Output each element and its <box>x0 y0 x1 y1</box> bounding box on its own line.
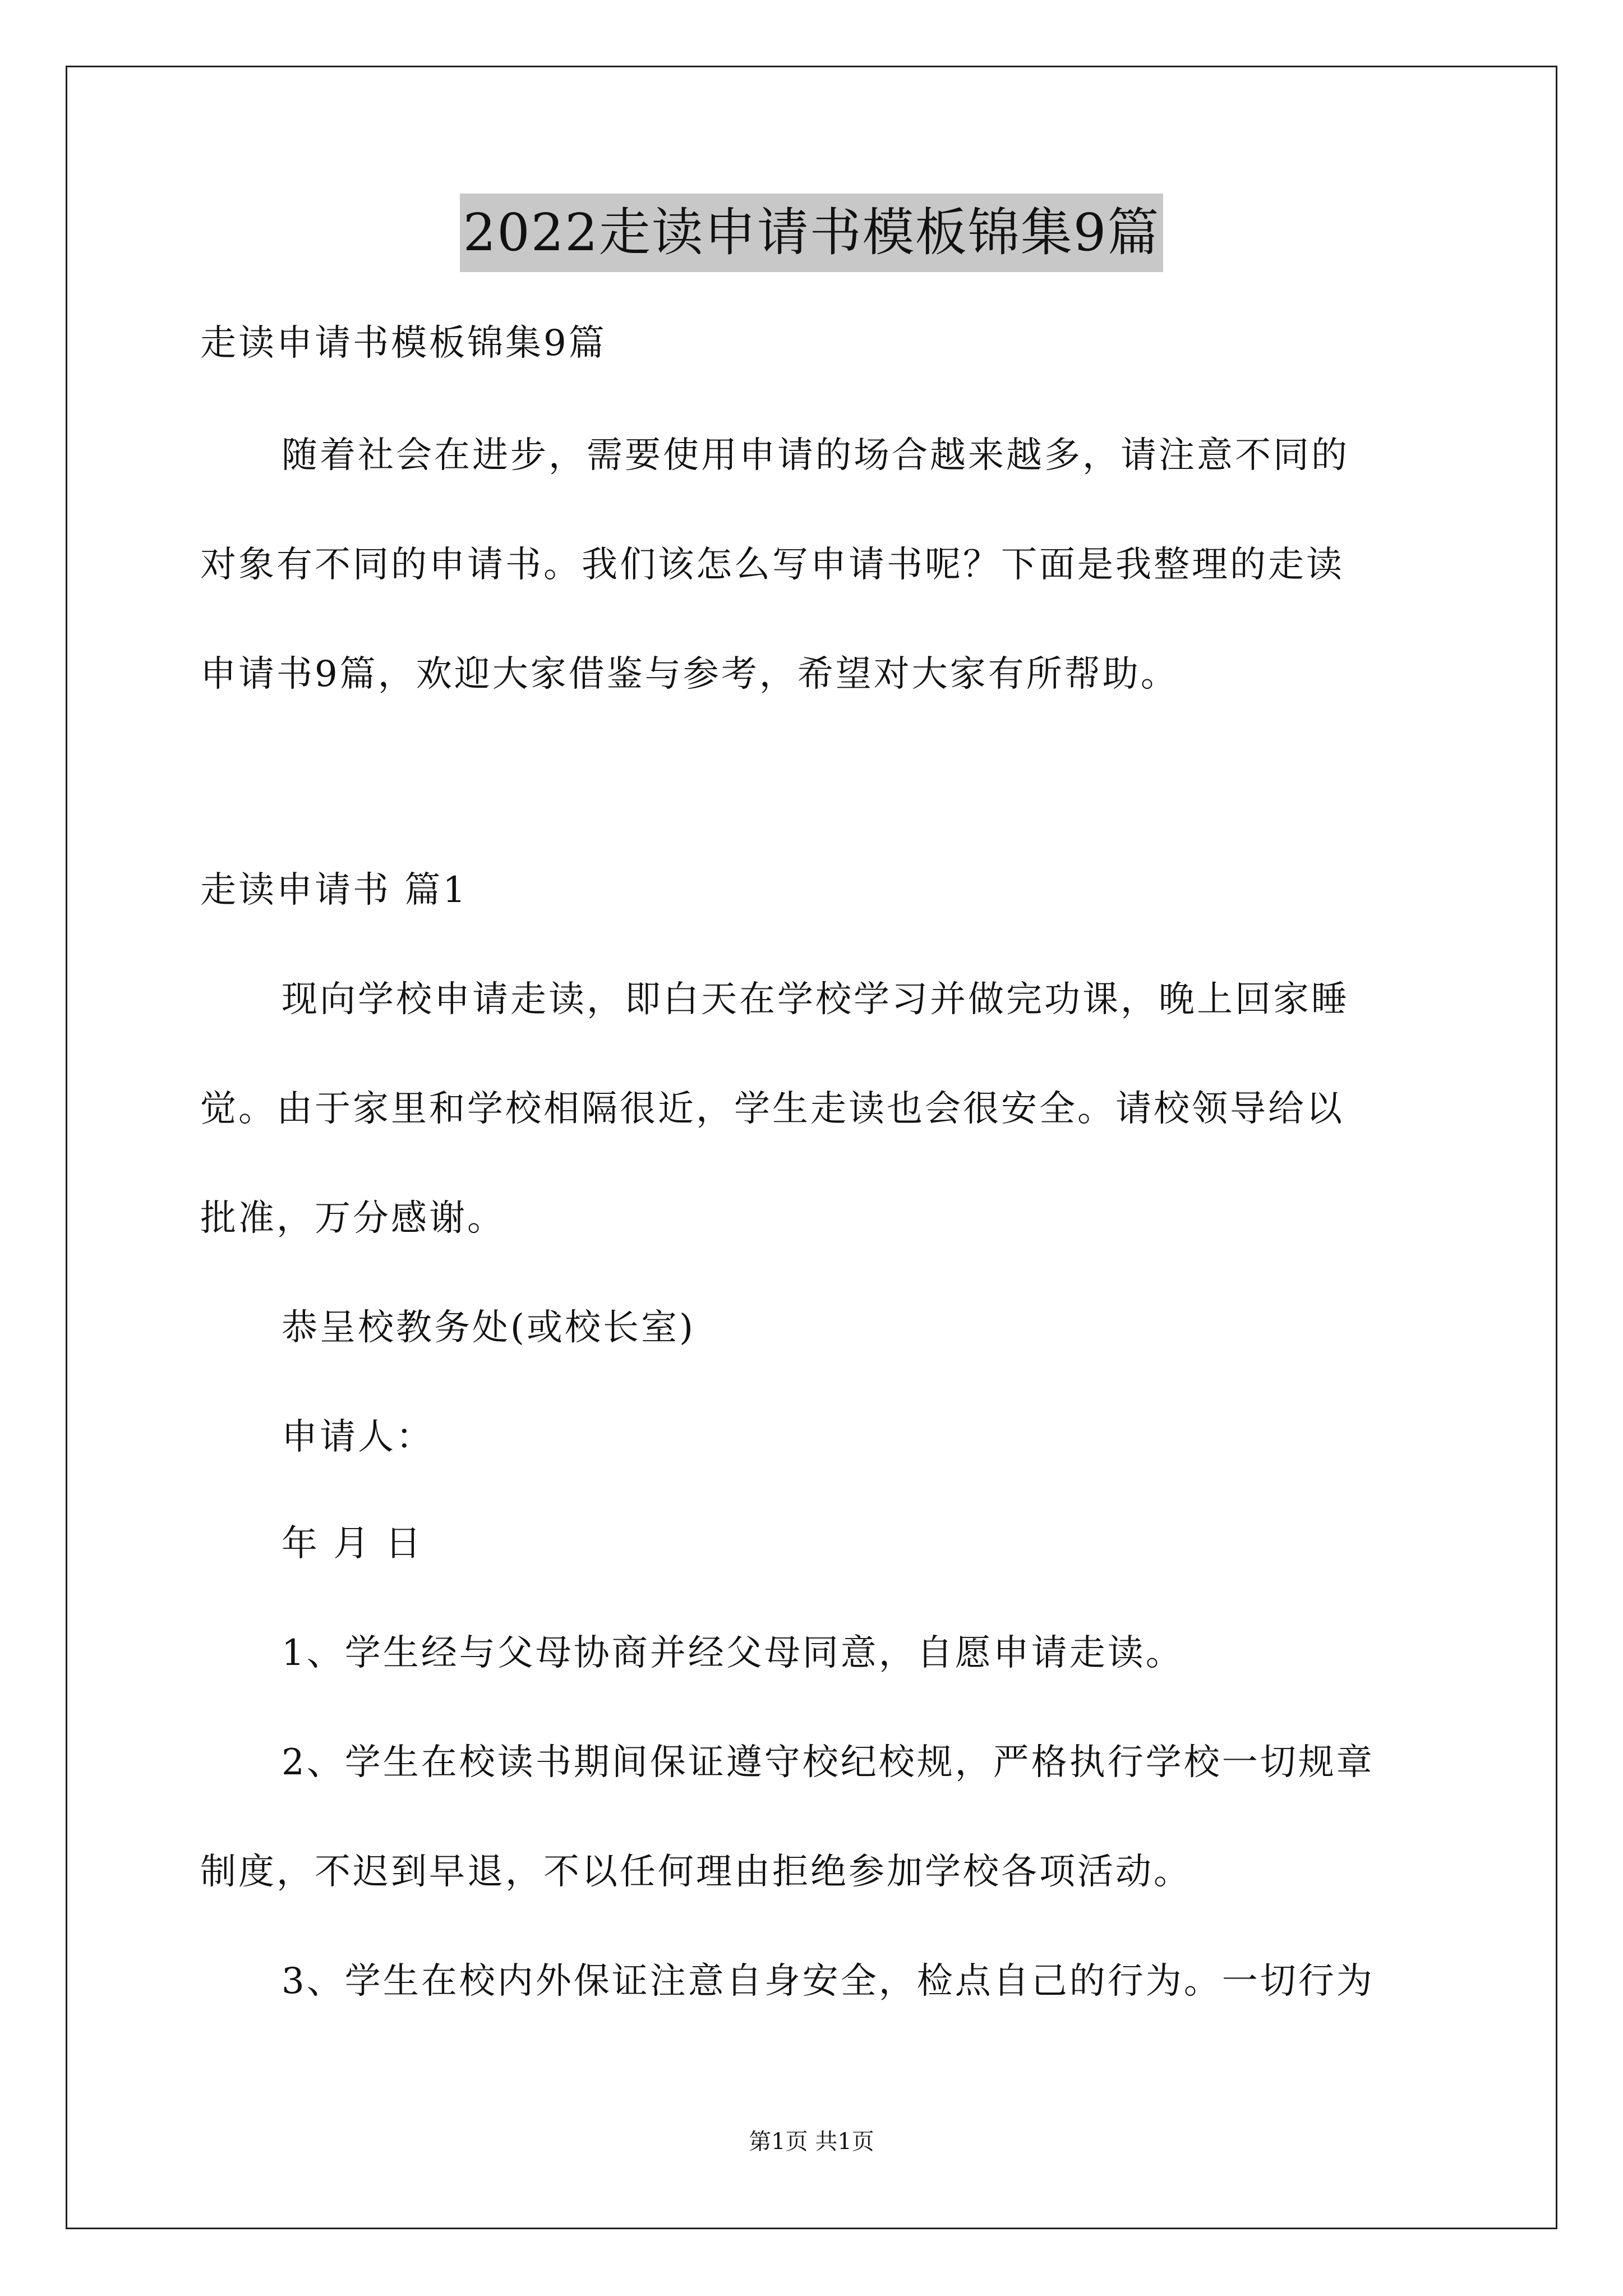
intro-line-1: 随着社会在进步，需要使用申请的场合越来越多，请注意不同的 <box>282 435 1349 476</box>
page-footer: 第1页 共1页 <box>749 2129 874 2155</box>
title-container <box>0 194 1623 272</box>
para1-line-1: 现向学校申请走读，即白天在学校学习并做完功课，晚上回家睡 <box>282 979 1349 1020</box>
item-3-line-1: 3、学生在校内外保证注意自身安全，检点自己的行为。一切行为 <box>282 1961 1375 2002</box>
section-heading: 走读申请书 篇1 <box>200 869 468 911</box>
item-2-line-2: 制度，不迟到早退，不以任何理由拒绝参加学校各项活动。 <box>200 1851 1192 1893</box>
applicant-line: 申请人： <box>282 1416 434 1458</box>
recipient-line: 恭呈校教务处(或校长室) <box>282 1307 695 1349</box>
intro-line-2: 对象有不同的申请书。我们该怎么写申请书呢？下面是我整理的走读 <box>200 544 1344 586</box>
page-border <box>66 66 1557 2229</box>
item-2-line-1: 2、学生在校读书期间保证遵守校纪校规，严格执行学校一切规章 <box>282 1742 1375 1783</box>
item-1: 1、学生经与父母协商并经父母同意，自愿申请走读。 <box>282 1632 1184 1674</box>
para1-line-3: 批准，万分感谢。 <box>200 1198 505 1239</box>
date-line: 年 月 日 <box>282 1523 423 1565</box>
intro-line-3: 申请书9篇，欢迎大家借鉴与参考，希望对大家有所帮助。 <box>200 654 1179 695</box>
subtitle: 走读申请书模板锦集9篇 <box>200 323 607 364</box>
para1-line-2: 觉。由于家里和学校相隔很近，学生走读也会很安全。请校领导给以 <box>200 1088 1344 1130</box>
document-title: 2022走读申请书模板锦集9篇 <box>460 194 1164 272</box>
